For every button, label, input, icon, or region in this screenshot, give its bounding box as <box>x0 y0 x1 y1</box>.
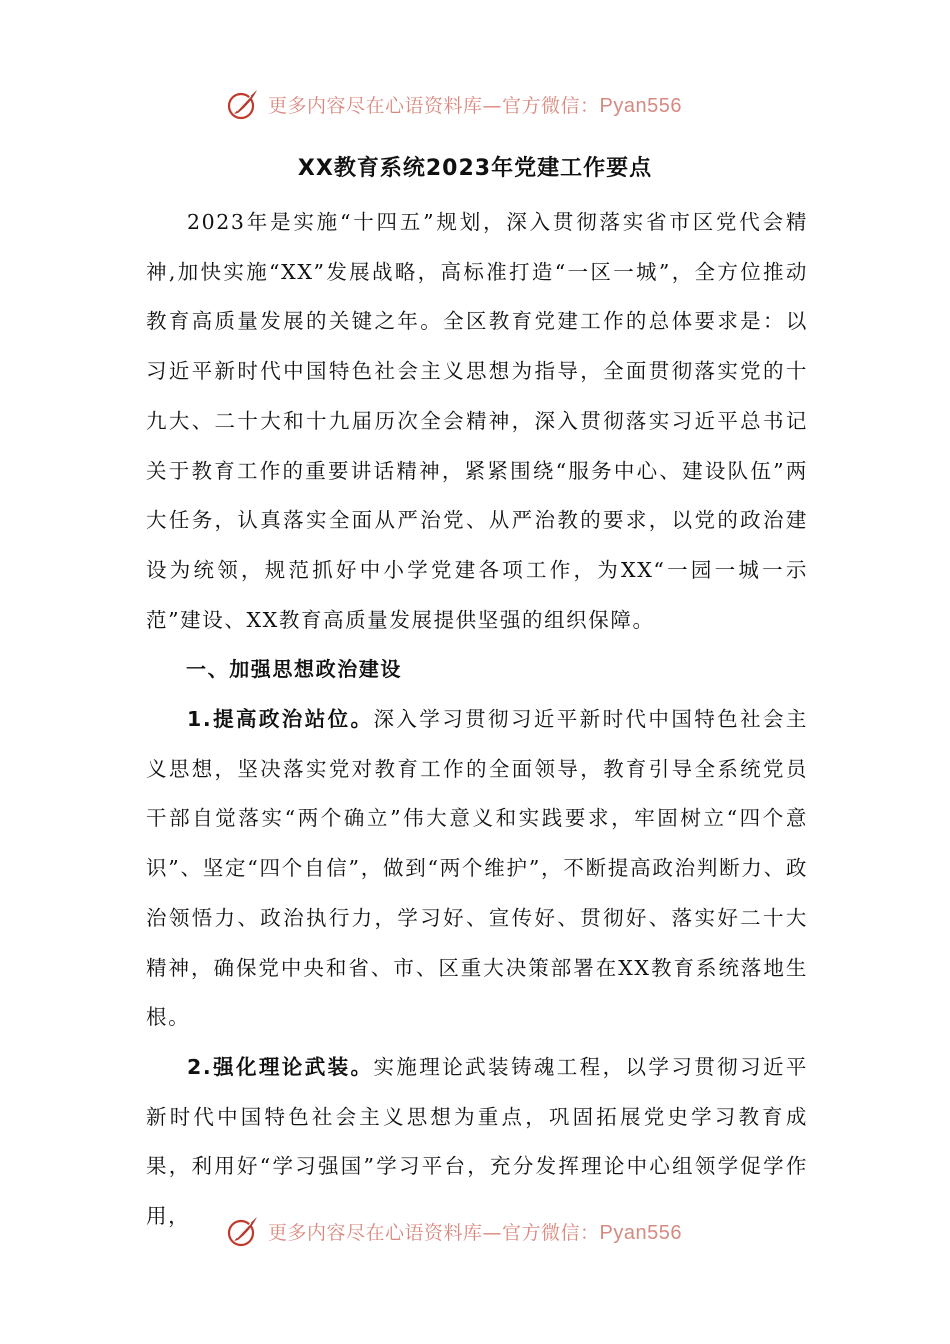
watermark-text <box>268 91 682 118</box>
item-2-lead: 2.强化理论武装。 <box>187 1054 374 1079</box>
intro-paragraph: 2023年是实施“十四五”规划，深入贯彻落实省市区党代会精神,加快实施“XX”发展战略，高标准打造“一区一城”，全方位推动教育高质量发展的关键之年。全区教育党建工作的总体要求是：以习近平新时代中国特色社会主义思想为指导，全面贯彻落实党的十九大、二十大和十九届历次全会精神，深入贯彻落实习近平总书记关于教育工作的重要讲话精神，紧紧围绕“服务中心、建设队伍”两大任务，认真落实全面从严治党、从严治教的要求，以党的政治建设为统领，规范抓好中小学党建各项工作，为XX“一园一城一示范”建设、XX教育高质量发展提供坚强的组织保障。 <box>146 210 808 632</box>
section-heading: 一、加强思想政治建设 <box>186 657 402 682</box>
watermark-official-label: 官方微信： <box>502 94 600 117</box>
watermark-slogan: 更多内容尽在心语资料库 <box>268 1221 483 1244</box>
watermark-official-label: 官方微信： <box>502 1221 600 1244</box>
item-1-lead: 1.提高政治站位。 <box>187 707 374 732</box>
quill-logo-icon <box>226 1214 260 1248</box>
watermark-text <box>268 1218 682 1245</box>
document-title: XX教育系统2023年党建工作要点 <box>297 156 653 181</box>
item-2-body: 实施理论武装铸魂工程，以学习贯彻习近平新时代中国特色社会主义思想为重点，巩固拓展党史学习教育成果，利用好“学习强国”学习平台，充分发挥理论中心组领学促学作用， <box>146 1054 809 1229</box>
item-1-body: 深入学习贯彻习近平新时代中国特色社会主义思想，坚决落实党对教育工作的全面领导，教育引导全系统党员干部自觉落实“两个确立”伟大意义和实践要求，牢固树立“四个意识”、坚定“四个自信”，做到“两个维护”，不断提高政治判断力、政治领悟力、政治执行力，学习好、宣传好、贯彻好、落实好二十大精神，确保党中央和省、市、区重大决策部署在XX教育系统落地生根。 <box>146 707 809 1030</box>
item-2-paragraph <box>146 1043 808 1242</box>
watermark-slogan: 更多内容尽在心语资料库 <box>268 94 483 117</box>
watermark-footer <box>226 1213 682 1249</box>
watermark-separator: — <box>482 94 503 117</box>
watermark-wechat-id: Pyan556 <box>599 1221 682 1244</box>
watermark-wechat-id: Pyan556 <box>599 94 682 117</box>
item-1-paragraph <box>146 695 808 1043</box>
watermark-header <box>226 86 682 122</box>
document-body <box>146 198 808 1242</box>
quill-logo-icon <box>226 87 260 121</box>
watermark-separator: — <box>482 1221 503 1244</box>
